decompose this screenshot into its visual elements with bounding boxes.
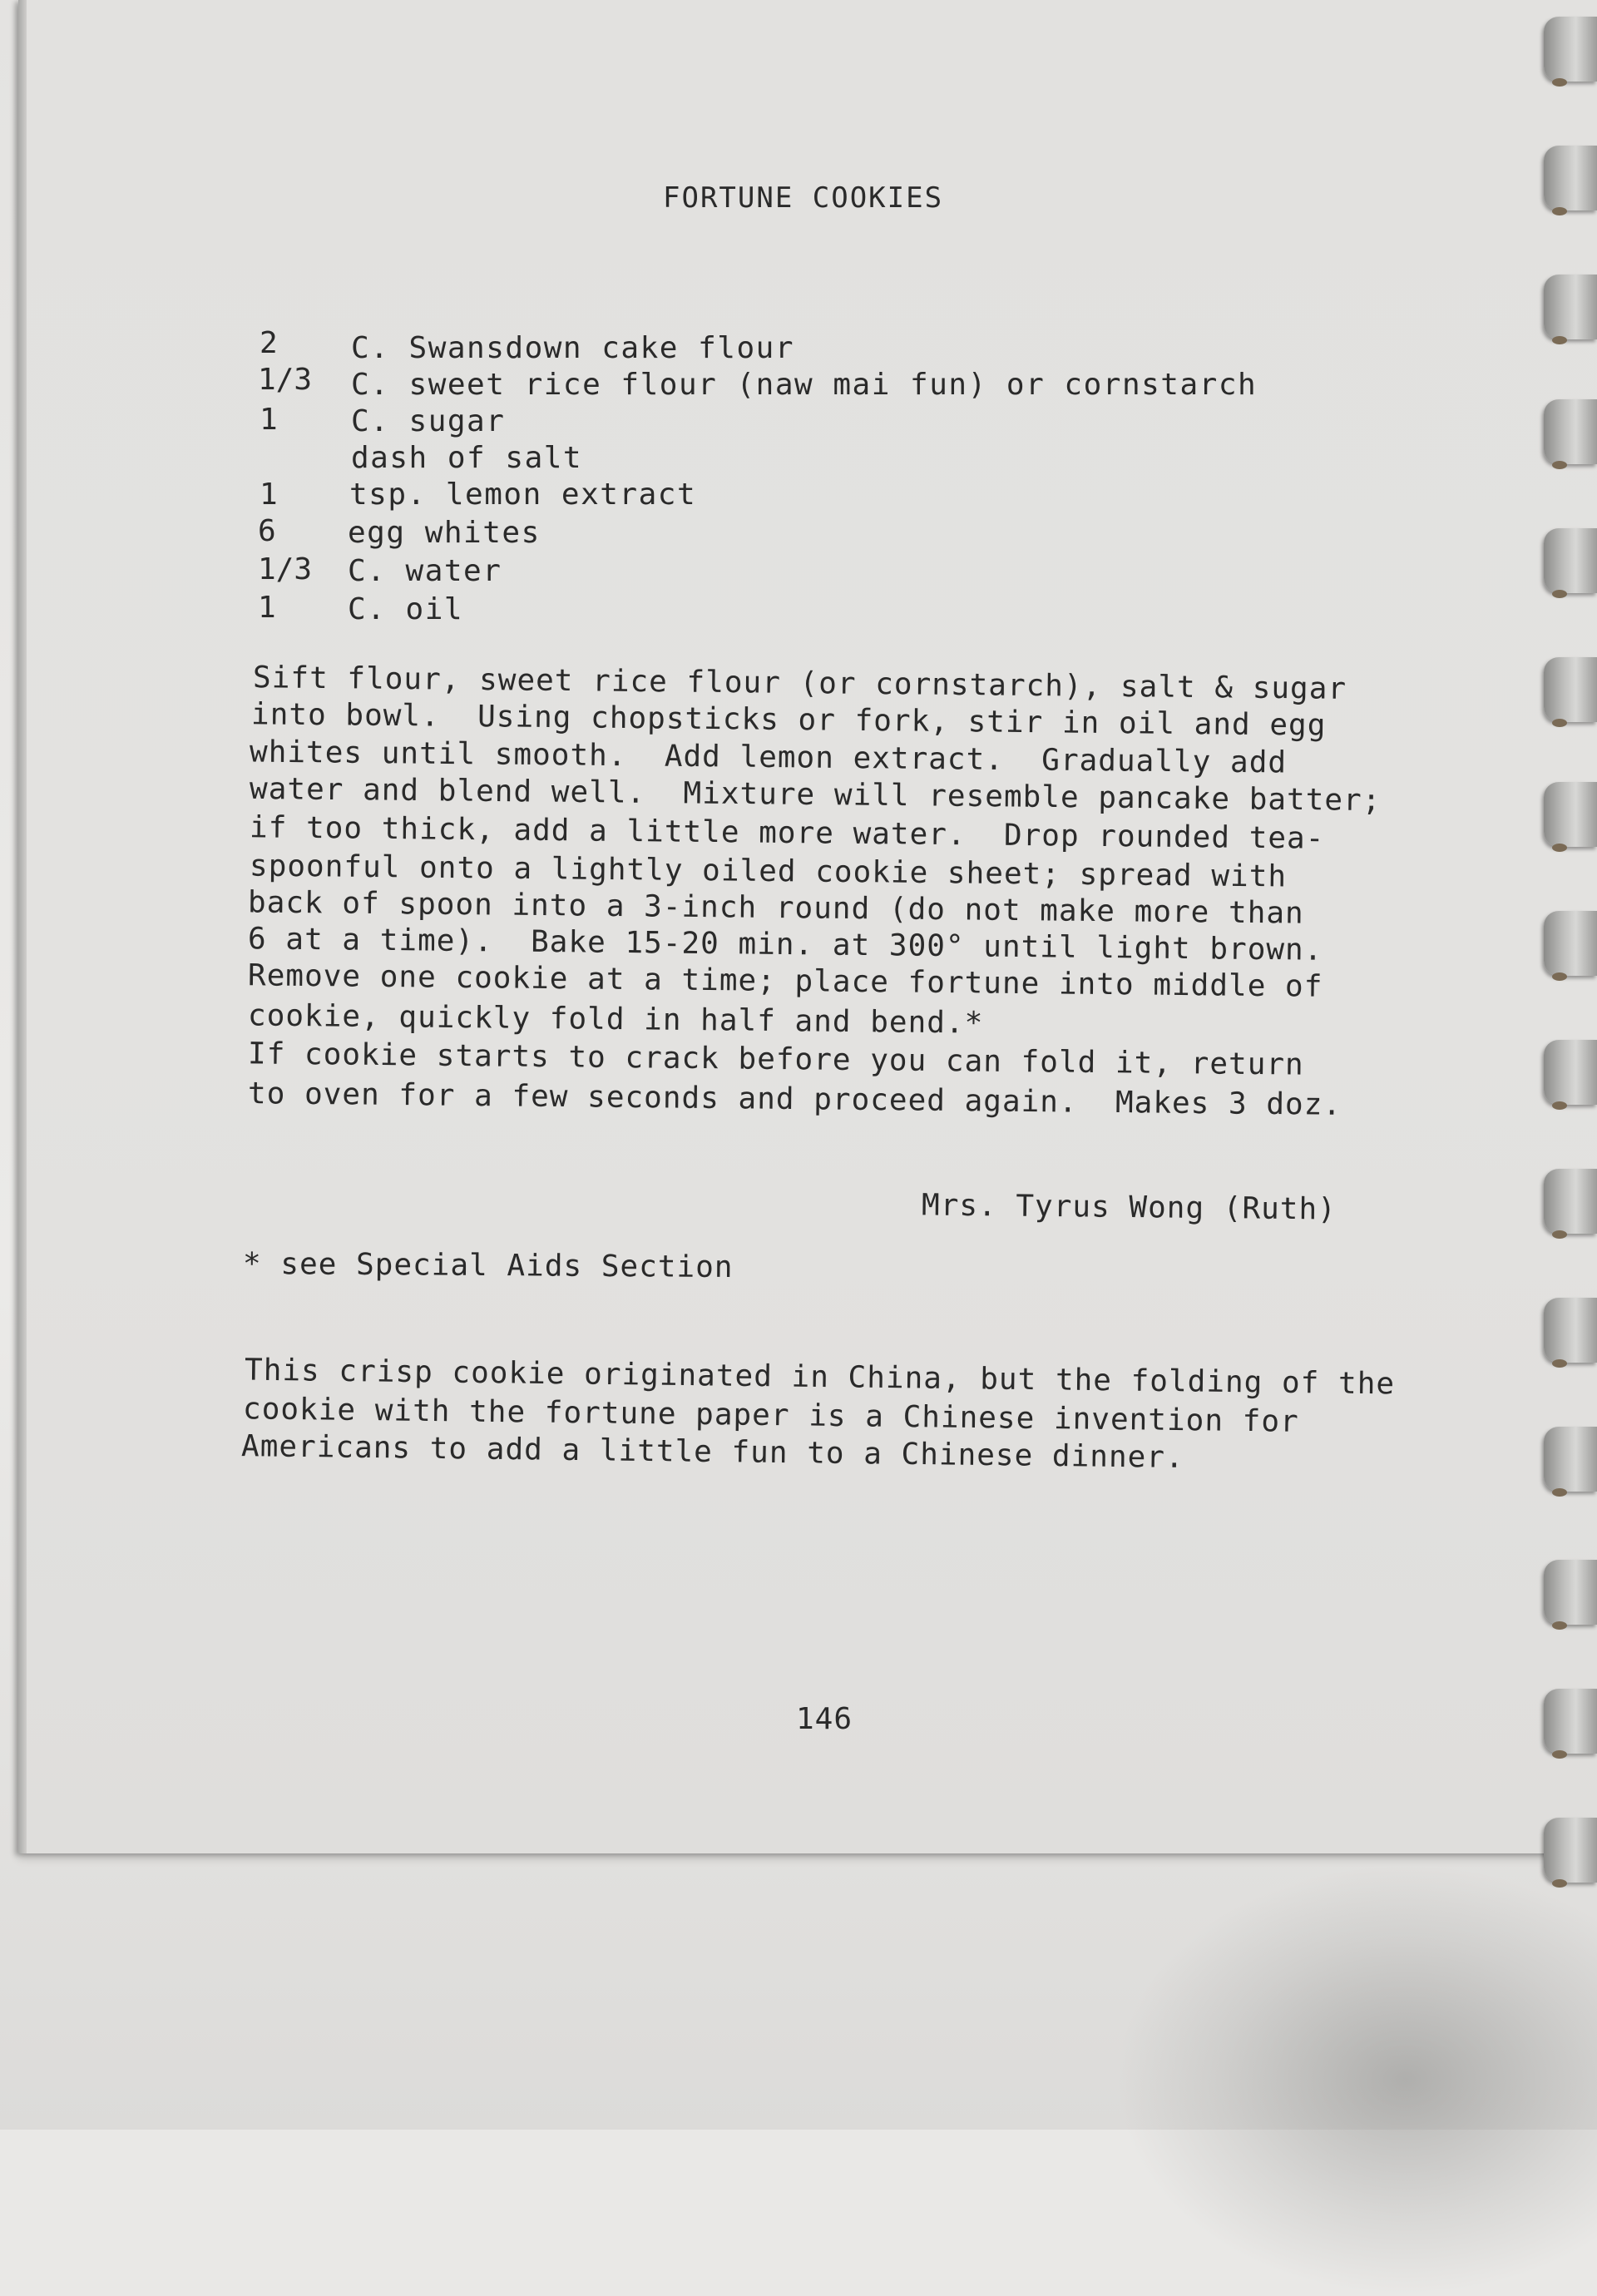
binding-coil (1544, 1040, 1597, 1105)
note-line: This crisp cookie originated in China, but the folding of the (244, 1353, 1396, 1402)
spiral-binding (1539, 0, 1597, 1913)
recipe-author: Mrs. Tyrus Wong (Ruth) (921, 1188, 1337, 1227)
binding-coil (1544, 1818, 1597, 1883)
ingredient-item: dash of salt (351, 441, 583, 475)
binding-coil (1544, 1427, 1597, 1492)
page-number: 146 (796, 1702, 853, 1736)
binding-coil (1544, 146, 1597, 210)
binding-coil (1544, 1560, 1597, 1625)
direction-line: Remove one cookie at a time; place fortune into middle of (247, 958, 1323, 1004)
direction-line: back of spoon into a 3-inch round (do not make more than (247, 885, 1304, 931)
binding-coil (1544, 275, 1597, 339)
binding-coil (1544, 17, 1597, 82)
binding-coil (1544, 1689, 1597, 1754)
ingredient-item: egg whites (348, 516, 541, 550)
direction-line: If cookie starts to crack before you can fold it, return (247, 1037, 1304, 1082)
direction-line: water and blend well. Mixture will resemble pancake batter; (249, 771, 1382, 819)
binding-coil (1544, 1298, 1597, 1363)
binding-coil (1544, 911, 1597, 976)
recipe-title: FORTUNE COOKIES (663, 181, 944, 215)
direction-line: if too thick, add a little more water. Drop rounded tea- (249, 810, 1325, 856)
ingredient-item: C. sweet rice flour (naw mai fun) or cornstarch (351, 368, 1258, 402)
direction-line: Sift flour, sweet rice flour (or cornstarch), salt & sugar (252, 661, 1347, 706)
ingredient-qty: 1 (258, 591, 276, 625)
direction-line: spoonful onto a lightly oiled cookie sheet; spread with (249, 849, 1288, 894)
cookbook-page (18, 0, 1597, 1853)
binding-coil (1544, 782, 1597, 847)
ingredient-item: C. oil (348, 592, 464, 626)
direction-line: whites until smooth. Add lemon extract. Gradually add (249, 735, 1288, 780)
page-edge (18, 0, 27, 1853)
ingredient-qty: 1 (260, 478, 278, 512)
note-line: cookie with the fortune paper is a Chinese invention for (242, 1392, 1299, 1439)
direction-line: into bowl. Using chopsticks or fork, stir in oil and egg (250, 697, 1327, 743)
ingredient-qty: 1 (260, 403, 278, 437)
binding-coil (1544, 1169, 1597, 1234)
ingredient-qty: 6 (258, 514, 276, 548)
ingredient-item: C. Swansdown cake flour (351, 331, 794, 365)
ingredient-item: C. water (348, 554, 502, 588)
direction-line: 6 at a time). Bake 15-20 min. at 300° until light brown. (247, 922, 1323, 967)
ingredient-item: tsp. lemon extract (349, 478, 697, 512)
footnote: * see Special Aids Section (242, 1246, 734, 1285)
binding-coil (1544, 528, 1597, 593)
ingredient-item: C. sugar (351, 404, 506, 438)
ingredient-qty: 1/3 (258, 552, 313, 586)
direction-line: to oven for a few seconds and proceed again. Makes 3 doz. (247, 1076, 1342, 1122)
ingredient-qty: 2 (260, 326, 278, 360)
direction-line: cookie, quickly fold in half and bend.* (247, 998, 984, 1041)
note-line: Americans to add a little fun to a Chinese dinner. (240, 1429, 1184, 1475)
ingredient-qty: 1/3 (258, 363, 313, 397)
binding-coil (1544, 657, 1597, 722)
binding-coil (1544, 399, 1597, 464)
